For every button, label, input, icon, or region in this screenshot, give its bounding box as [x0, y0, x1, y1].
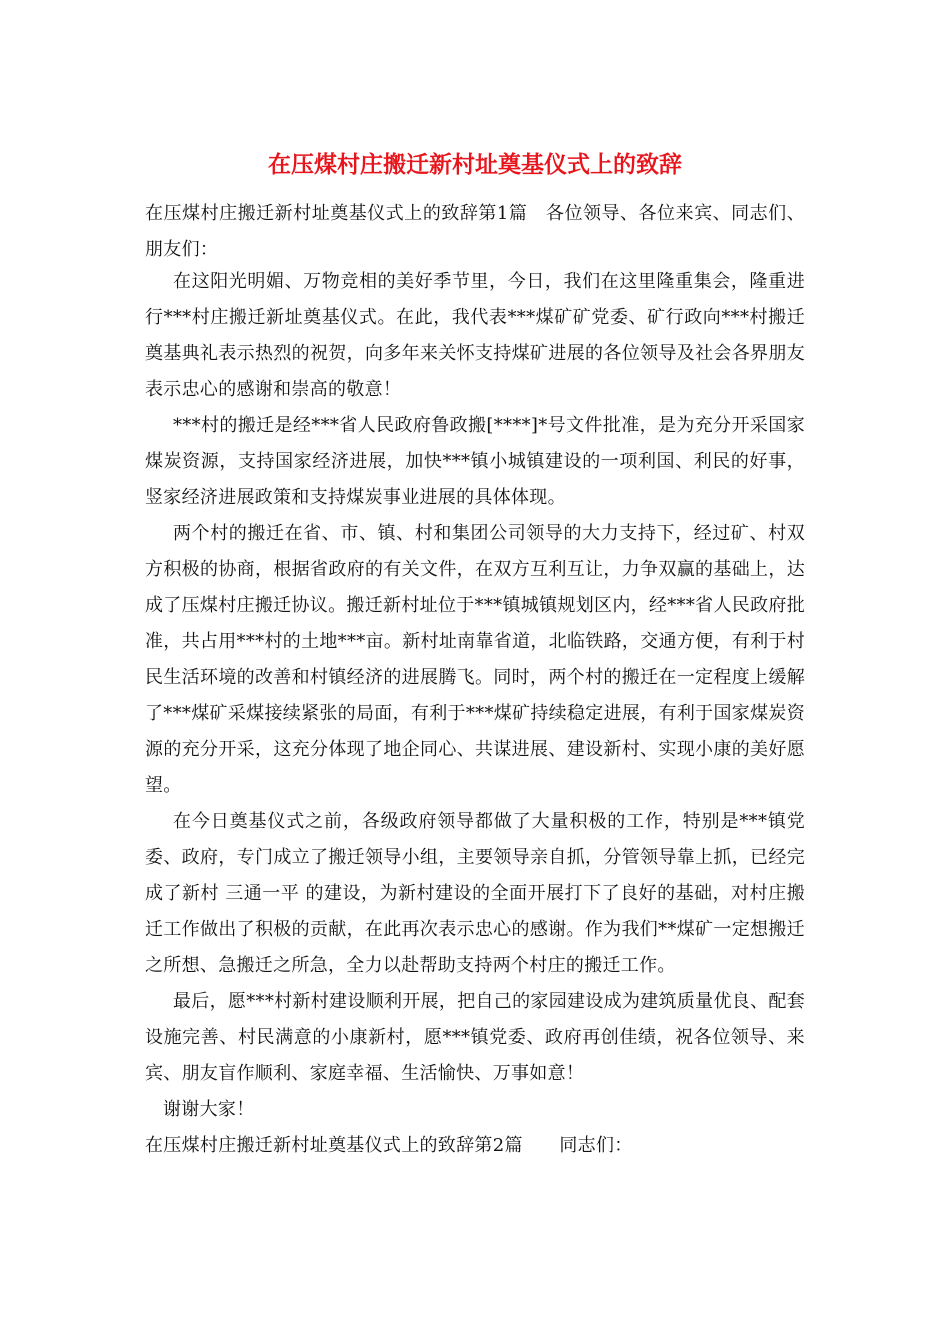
- paragraph-approval: ***村的搬迁是经***省人民政府鲁政搬[****]*号文件批准，是为充分开采国家煤炭资源，支持国家经济进展，加快***镇小城镇建设的一项利国、利民的好事，竖家经济进展政策和支持煤炭事业进展的具体体现。: [145, 415, 805, 508]
- paragraph-thanks: 谢谢大家！: [163, 1099, 255, 1120]
- paragraph-agreement: 两个村的搬迁在省、市、镇、村和集团公司领导的大力支持下，经过矿、村双方积极的协商，根据省政府的有关文件，在双方互利互让，力争双赢的基础上，达成了压煤村庄搬迁协议。搬迁新村址位于***镇城镇规划区内，经***省人民政府批准，共占用***村的土地***亩。新村址南靠省道，北临铁路，交通方便，有利于村民生活环境的改善和村镇经济的进展腾飞。同时，两个村的搬迁在一定程度上缓解了***煤矿采煤接续紧张的局面，有利于***煤矿持续稳定进展，有利于国家煤炭资源的充分开采，这充分体现了地企同心、共谋进展、建设新村、实现小康的美好愿望。: [145, 523, 805, 796]
- paragraph-section-2-heading: 在压煤村庄搬迁新村址奠基仪式上的致辞第2篇 同志们：: [145, 1135, 633, 1156]
- paragraph-section-1-heading: 在压煤村庄搬迁新村址奠基仪式上的致辞第1篇 各位领导、各位来宾、同志们、朋友们：: [145, 203, 805, 260]
- paragraph-closing: 最后，愿***村新村建设顺利开展，把自己的家园建设成为建筑质量优良、配套设施完善、村民满意的小康新村，愿***镇党委、政府再创佳绩，祝各位领导、来宾、朋友盲作顺利、家庭幸福、生活愉快、万事如意！: [145, 991, 805, 1084]
- paragraph-preparation: 在今日奠基仪式之前，各级政府领导都做了大量积极的工作，特别是***镇党委、政府，专门成立了搬迁领导小组，主要领导亲自抓，分管领导靠上抓，已经完成了新村 三通一平 的建设，为新村建设的全面开展打下了良好的基础，对村庄搬迁工作做出了积极的贡献，在此再次表示忠心的感谢。作为我们**煤矿一定想搬迁之所想、急搬迁之所急，全力以赴帮助支持两个村庄的搬迁工作。: [145, 811, 805, 976]
- document-title: 在压煤村庄搬迁新村址奠基仪式上的致辞: [268, 151, 682, 178]
- paragraph-opening: 在这阳光明媚、万物竞相的美好季节里，今日，我们在这里隆重集会，隆重进行***村庄搬迁新址奠基仪式。在此，我代表***煤矿矿党委、矿行政向***村搬迁奠基典礼表示热烈的祝贺，向多年来关怀支持煤矿进展的各位领导及社会各界朋友表示忠心的感谢和崇高的敬意！: [145, 271, 805, 400]
